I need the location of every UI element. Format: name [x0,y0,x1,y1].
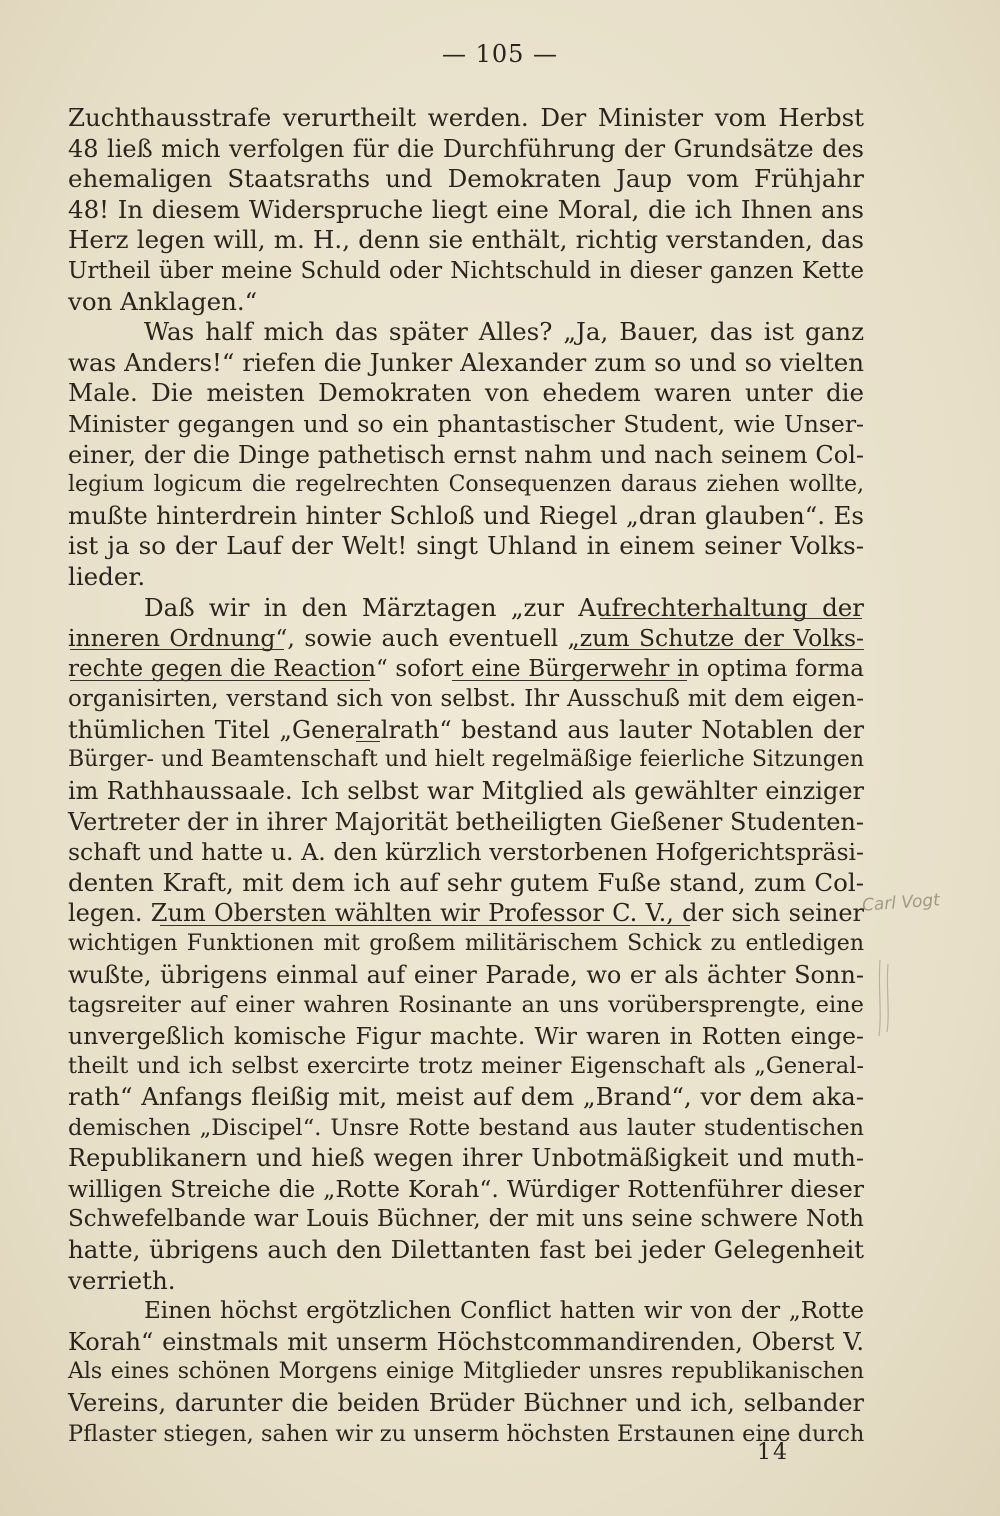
pencil-margin-strokes [870,958,900,1038]
text-line: unvergeßlich komische Figur machte. Wir waren in Rotten einge- [68,1021,864,1050]
text-line: ist ja so der Lauf der Welt! singt Uhland in einem seiner Volks- [68,531,864,561]
text-line: organisirten, verstand sich von selbst. Ihr Ausschuß mit dem eigen- [68,686,864,713]
text-line: Als eines schönen Morgens einige Mitglieder unsres republikanischen [68,1359,864,1385]
text-line: Daß wir in den Märztagen „zur Aufrechterhaltung der [144,592,864,622]
text-line: theilt und ich selbst exercirte trotz meiner Eigenschaft als „General- [68,1053,864,1080]
text-line: hatte, übrigens auch den Dilettanten fast bei jeder Gelegenheit [68,1234,864,1264]
text-line: schaft und hatte u. A. den kürzlich verstorbenen Hofgerichtspräsi- [68,838,864,867]
text-line: Korah“ einstmals mit unserm Höchstcommandirenden, Oberst V. [68,1327,864,1356]
text-line: Vertreter der in ihrer Majorität betheiligten Gießener Studenten- [68,807,864,836]
signature-mark: 14 [757,1440,789,1465]
text-line: verrieth. [68,1265,176,1295]
text-line: einer, der die Dinge pathetisch ernst nahm und nach seinem Col- [68,440,864,469]
text-line: Vereins, darunter die beiden Brüder Büchner und ich, selbander [68,1388,864,1417]
pencil-underline [574,649,864,650]
text-line: Urtheil über meine Schuld oder Nichtschuld in dieser ganzen Kette [68,257,864,284]
text-line: Schwefelbande war Louis Büchner, der mit uns seine schwere Noth [68,1206,864,1233]
pencil-underline [160,925,690,926]
text-line: mußte hinterdrein hinter Schloß und Riegel „dran glauben“. Es [68,500,864,530]
text-line: 48 ließ mich verfolgen für die Durchführung der Grundsätze des [68,134,864,163]
text-line: Zuchthausstrafe verurtheilt werden. Der Minister vom Herbst [68,103,864,132]
text-line: legium logicum die regelrechten Consequenzen daraus ziehen wollte, [68,472,864,498]
handwritten-margin-note: Carl Vogt [861,890,941,916]
text-line: Bürger- und Beamtenschaft und hielt regelmäßige feierliche Sitzungen [68,747,864,773]
text-line: Minister gegangen und so ein phantastischer Student, wie Unser- [68,409,864,438]
text-line: thümlichen Titel „Generalrath“ bestand aus lauter Notablen der [68,715,864,744]
text-line: wußte, übrigens einmal auf einer Parade, wo er als ächter Sonn- [68,960,864,989]
text-line: Republikanern und hieß wegen ihrer Unbotmäßigkeit und muth- [68,1144,864,1173]
text-line: denten Kraft, mit dem ich auf sehr gutem Fuße stand, zum Col- [68,867,864,897]
text-line: ehemaligen Staatsraths und Demokraten Jaup vom Frühjahr [68,164,864,194]
pencil-underline [452,680,687,681]
pencil-underline [600,618,862,619]
text-line: Herz legen will, m. H., denn sie enthält, richtig verstanden, das [68,225,864,255]
text-line: legen. Zum Obersten wählten wir Professor C. V., der sich seiner [68,899,864,928]
text-line: rechte gegen die Reaction“ sofort eine Bürgerwehr in optima forma [68,655,864,682]
text-line: lieder. [68,561,146,591]
text-line: was Anders!“ riefen die Junker Alexander zum so und so vielten [68,347,864,377]
pencil-underline [70,680,370,681]
text-line: Einen höchst ergötzlichen Conflict hatten wir von der „Rotte [144,1298,864,1325]
text-line: von Anklagen.“ [68,286,258,316]
text-line: inneren Ordnung“, sowie auch eventuell „zum Schutze der Volks- [68,624,864,653]
pencil-underline [356,741,380,742]
text-line: Was half mich das später Alles? „Ja, Bauer, das ist ganz [144,317,864,347]
text-line: tagsreiter auf einer wahren Rosinante an uns vorübersprengte, eine [68,992,864,1019]
body-text [68,103,864,1449]
text-line: willigen Streiche die „Rotte Korah“. Würdiger Rottenführer dieser [68,1174,864,1203]
text-line: Male. Die meisten Demokraten von ehedem waren unter die [68,378,864,408]
text-line: rath“ Anfangs fleißig mit, meist auf dem „Brand“, vor dem aka- [68,1082,864,1111]
text-line: im Rathhaussaale. Ich selbst war Mitglied als gewählter einziger [68,777,864,806]
text-line: demischen „Discipel“. Unsre Rotte bestand aus lauter studentischen [68,1114,864,1141]
page-number-header: — 105 — [441,40,559,68]
pencil-underline [70,649,284,650]
text-line: wichtigen Funktionen mit großem militärischem Schick zu entledigen [68,931,864,957]
text-line: Pflaster stiegen, sahen wir zu unserm höchsten Erstaunen eine durch [68,1420,865,1447]
text-line: 48! In diesem Widerspruche liegt eine Moral, die ich Ihnen ans [68,194,864,224]
